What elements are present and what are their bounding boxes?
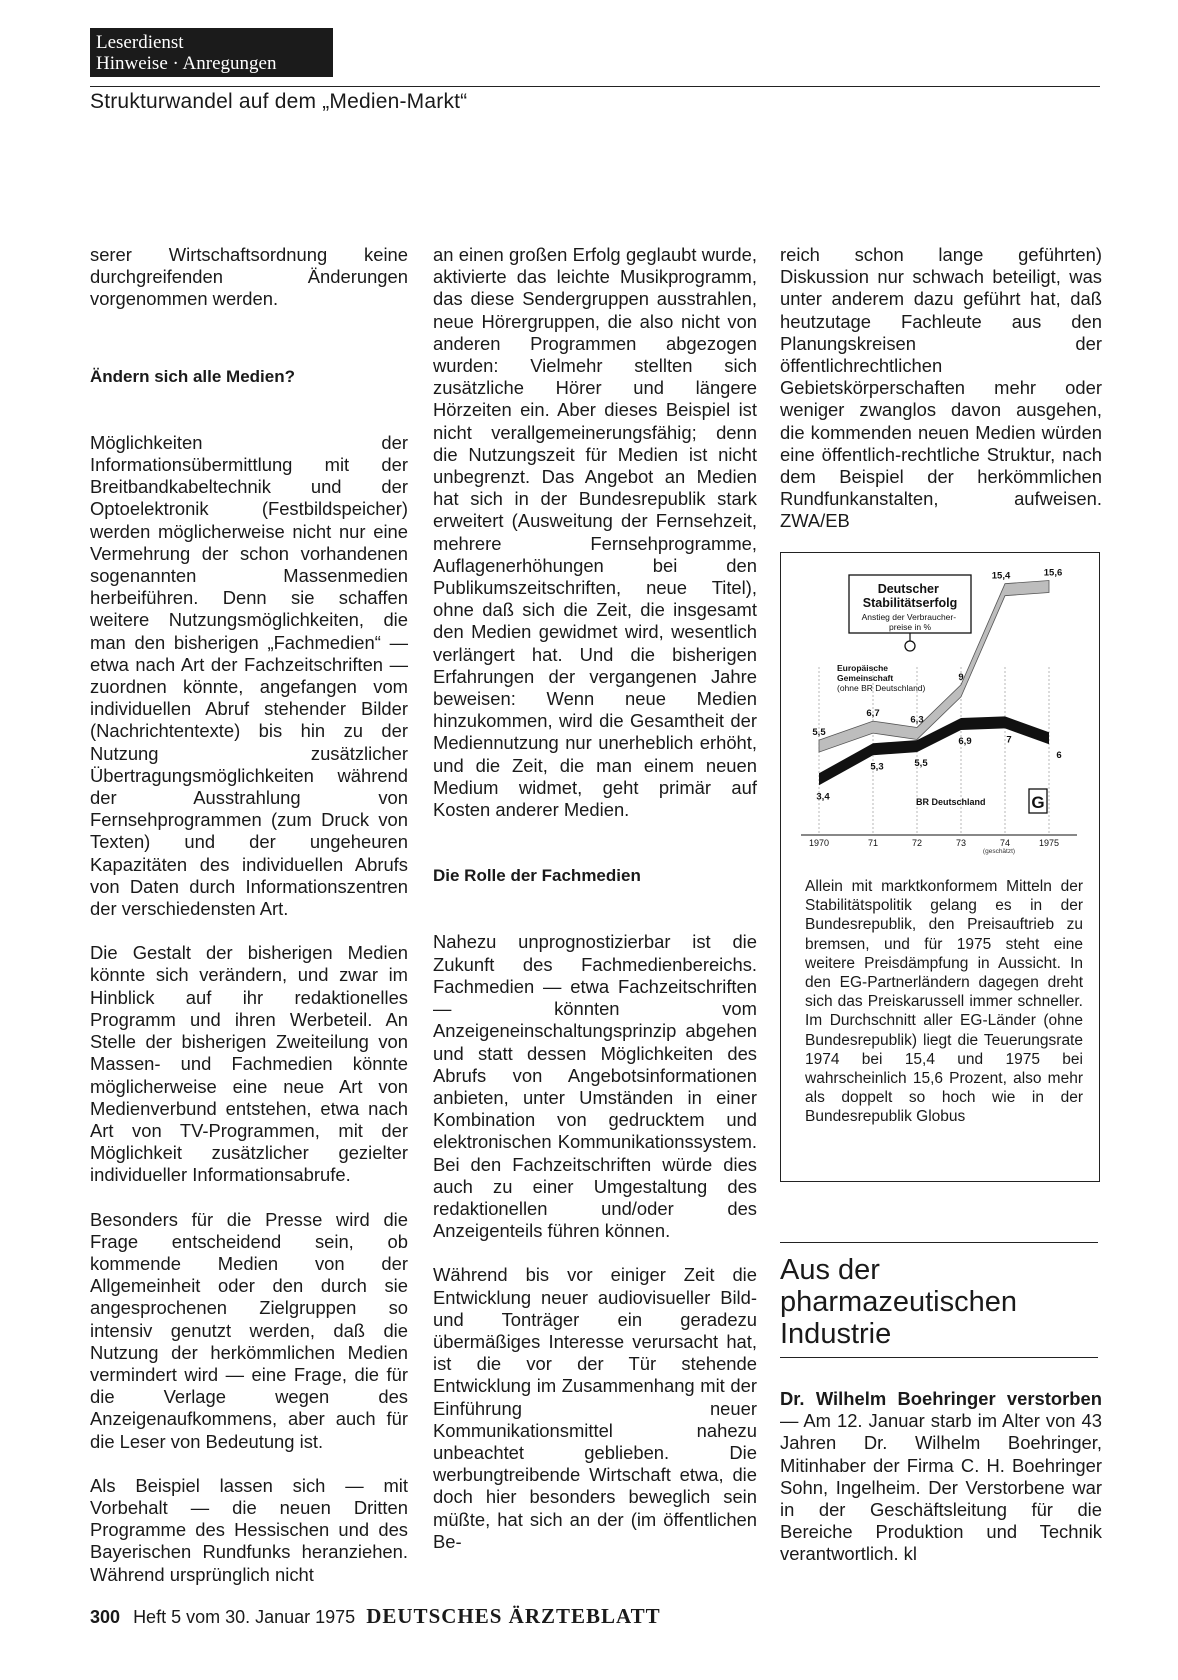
paragraph: Während bis vor einiger Zeit die Entwicklung neuer audiovisueller Bild- und Tonträger ein geradezu übermäßiges Interesse verursacht hat, ist die vor der Tür stehende Entwicklung im Zusammenhang mit der Einführung neuer Kommunikationsmittel nahezu unbeachtet geblieben. Die werbungtreibende Wirtschaft etwa, die doch hier besonders beweglich sein müßte, hat sich an der (im öffentlichen Be-: [433, 1264, 757, 1552]
data-label-brd: 7: [1006, 734, 1012, 746]
magazine-name: DEUTSCHES ÄRZTEBLATT: [366, 1604, 661, 1628]
data-label-eg: 5,5: [812, 727, 826, 739]
legend-brd: BR Deutschland: [916, 797, 986, 807]
data-label-eg: 9: [958, 671, 964, 683]
data-label-eg: 6,3: [910, 714, 924, 726]
data-label-brd: 6,9: [958, 735, 972, 747]
paragraph: Die Gestalt der bisherigen Medien könnte sich verändern, und zwar im Hinblick auf ihr redaktionelles Programm und ihren Werbeteil. An Stelle der bisherigen Zweiteilung von Massen- und Fachmedien könnte möglicherweise eine neue Art von Medienverbund entstehen, etwa nach Art von TV-Programmen, mit der Möglichkeit zusätzlicher gezielter individueller Informationsabrufe.: [90, 942, 408, 1186]
paragraph: serer Wirtschaftsordnung keine durchgreifenden Änderungen vorgenommen werden.: [90, 244, 408, 310]
data-label-brd: 3,4: [816, 791, 830, 803]
chart-title: Deutscher Stabilitätserfolg: [862, 582, 958, 610]
chart-subtitle: Anstieg der Verbraucher- preise in %: [861, 612, 957, 632]
section-title: Aus der pharmazeutischen Industrie: [780, 1254, 1017, 1350]
page-footer: [90, 1604, 661, 1629]
chart-caption: [805, 877, 1083, 1127]
series-brd-area: [819, 716, 1049, 785]
legend-eg: Europäische Gemeinschaft (ohne BR Deutschland): [837, 663, 926, 693]
x-tick-label: 1975: [1038, 838, 1060, 848]
inflation-chart: [793, 567, 1087, 863]
paragraph: Möglichkeiten der Informationsübermittlung mit der Breitbandkabeltechnik und der Optoelektronik (Festbildspeicher) werden möglicherweise nicht nur eine Vermehrung der schon vorhandenen sogenannten Massenmedien herbeiführen. Denn sie schaffen weitere Nutzungsmöglichkeiten, die man den bisherigen „Fachmedien“ — etwa nach Art der Fachzeitschriften — zuordnen könnte, angefangen vom individuellen Abruf stehender Bilder (Nachrichtentexte) bis hin zu der Nutzung zusätzlicher Übertragungsmöglichkeiten während der Ausstrahlung von Fernsehprogrammen (zum Druck von Texten) und der ungeheuren Kapazitäten des individuellen Abrufs von Daten durch Informationszentren der verschiedensten Art.: [90, 431, 408, 920]
data-label-eg: 6,7: [866, 708, 880, 720]
section-rubric: [90, 28, 333, 77]
news-lead: Dr. Wilhelm Boehringer verstorben: [780, 1388, 1102, 1409]
issue-info: Heft 5 vom 30. Januar 1975: [133, 1607, 356, 1627]
news-item: [780, 1388, 1102, 1566]
chart-box: [780, 552, 1100, 1182]
paragraph: Als Beispiel lassen sich — mit Vorbehalt — die neuen Dritten Programme des Hessischen und des Bayerischen Rundfunks heranziehen. Während ursprünglich nicht: [90, 1474, 408, 1585]
page-headline: Strukturwandel auf dem „Medien-Markt“: [90, 90, 468, 113]
caption-text: Allein mit marktkonformem Mitteln der Stabilitätspolitik gelang es in der Bundesrepublik, den Preisauftrieb zu bremsen, und für 1975 steht eine weitere Preisdämpfung in Aussicht. In den EG-Partnerländern dagegen dreht sich das Preiskarussell immer schneller. Im Durchschnitt aller EG-Länder (ohne Bundesrepublik) liegt die Teuerungsrate 1974 bei 15,4 und 1975 bei wahrscheinlich 15,6 Prozent, also mehr als doppelt so hoch wie in der Bundesrepublik Globus: [805, 878, 1083, 1126]
rubric-line-2: Hinweise · Anregungen: [96, 53, 277, 74]
column-1: [90, 244, 408, 1586]
paragraph: Nahezu unprognostizierbar ist die Zukunft des Fachmedienbereichs. Fachmedien — etwa Fachzeitschriften — könnten vom Anzeigeneinschaltungsprinzip abgehen und statt dessen Möglichkeiten des Abrufs von Angebotsinformationen anbieten, unter Umständen in einer Kombination von gedrucktem und elektronischen Kommunikationssystem. Bei den Fachzeitschriften würde dies auch zu einer Umgestaltung des redaktionellen und/oder des Anzeigenteils führen können.: [433, 931, 757, 1242]
globus-logo-letter: G: [1031, 793, 1045, 812]
data-label-brd: 5,3: [870, 761, 884, 773]
subheading: Ändern sich alle Medien?: [90, 366, 295, 386]
paragraph: reich schon lange geführten) Diskussion nur schwach beteiligt, was unter anderem dazu geführt hat, daß heutzutage Fachleute aus den Planungskreisen der öffentlichrechtlichen Gebietskörperschaften mehr oder weniger zwanglos davon ausgehen, die kommenden neuen Medien würden eine öffentlich-rechtliche Struktur, nach dem Beispiel der herkömmlichen Rundfunkanstalten, aufweisen. ZWA/EB: [780, 244, 1102, 532]
x-tick-label: 74: [999, 838, 1011, 848]
x-tick-label: 71: [867, 838, 879, 848]
x-note: (geschätzt): [982, 848, 1016, 855]
news-paragraph: [780, 1388, 1102, 1566]
rubric-line-1: Leserdienst: [96, 32, 184, 53]
data-label-brd: 6: [1056, 750, 1062, 762]
data-label-eg: 15,6: [1043, 567, 1063, 579]
x-tick-label: 72: [911, 838, 923, 848]
paragraph: Besonders für die Presse wird die Frage entscheidend sein, ob kommende Medien von der Allgemeinheit oder den durch sie angesprochenen Zielgruppen so intensiv genutzt werden, daß die Nutzung der herkömmlichen Medien vermindert wird — eine Frage, die für die Verlage wegen des Anzeigenaufkommens, aber auch für die Leser von Bedeutung ist.: [90, 1208, 408, 1452]
data-label-brd: 5,5: [914, 758, 928, 770]
page-number: 300: [90, 1607, 121, 1627]
x-tick-label: 1970: [808, 838, 830, 848]
paragraph: an einen großen Erfolg geglaubt wurde, aktivierte das leichte Musikprogramm, das diese Sendergruppen ausstrahlen, neue Hörergruppen, die also nicht von anderen Programmen abgezogen wurden: Vielmehr stellten sich zusätzliche Hörer und längere Hörzeiten ein. Aber dieses Beispiel ist nicht verallgemeinerungsfähig; denn die Nutzungszeit für Medien ist nicht unbegrenzt. Das Angebot an Medien hat sich in der Bundesrepublik stark erweitert (Ausweitung der Fernsehzeit, mehrere Fernsehprogramme, Auflagenerhöhungen bei den Publikumszeitschriften, neue Titel), ohne daß sich die Zeit, die insgesamt den Medien gewidmet wird, wesentlich verlängert hat. Und die bisherigen Erfahrungen der vergangenen Jahre beweisen: Wenn neue Medien hinzukommen, wird die Gesamtheit der Mediennutzung nur unerheblich erhöht, und die Zeit, die man einem neuen Medium widmet, geht primär auf Kosten anderer Medien.: [433, 244, 757, 821]
subheading: Die Rolle der Fachmedien: [433, 866, 641, 886]
column-3: [780, 244, 1102, 533]
section-rule-top: [780, 1242, 1098, 1243]
news-body: — Am 12. Januar starb im Alter von 43 Jahren Dr. Wilhelm Boehringer, Mitinhaber der Firma C. H. Boehringer Sohn, Ingelheim. Der Verstorbene war in der Geschäftsleitung für die Bereiche Produktion und Technik verantwortlich. kl: [780, 1410, 1102, 1565]
header-rule: [90, 86, 1100, 87]
data-label-eg: 15,4: [991, 570, 1011, 582]
section-rule-bottom: [780, 1357, 1098, 1358]
column-2: [433, 244, 757, 1553]
x-tick-label: 73: [955, 838, 967, 848]
